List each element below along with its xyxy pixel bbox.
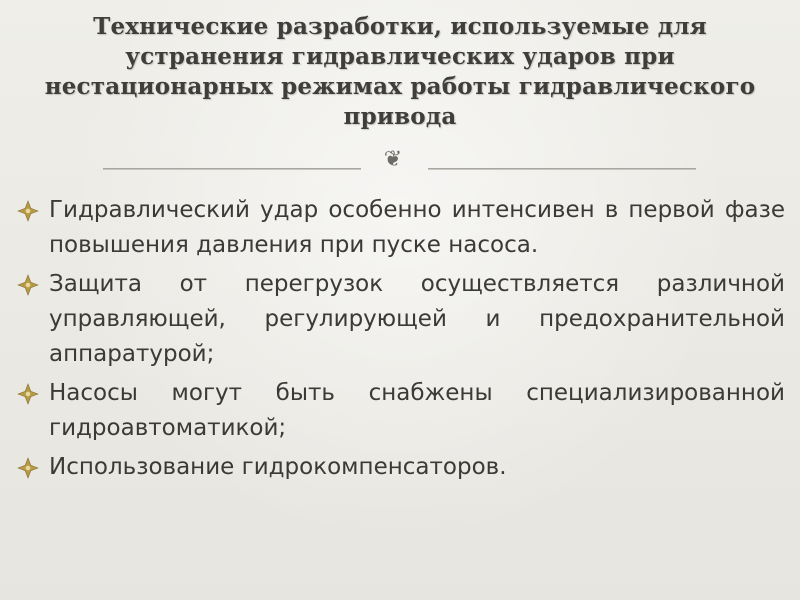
diamond-bullet-icon bbox=[17, 457, 39, 479]
divider-line-right bbox=[428, 168, 696, 170]
bullet-list bbox=[17, 193, 785, 485]
diamond-bullet-icon bbox=[17, 274, 39, 296]
bullet-text-1: Гидравлический удар особенно интенсивен в первой фазе повышения давления при пуске насоса. bbox=[49, 197, 785, 258]
bullet-text-2: Защита от перегрузок осуществляется различной управляющей, регулирующей и предохранительной аппаратурой; bbox=[49, 271, 785, 367]
bullet-item-3 bbox=[17, 376, 785, 446]
diamond-bullet-icon bbox=[17, 200, 39, 222]
diamond-bullet-icon bbox=[17, 383, 39, 405]
title-divider bbox=[0, 147, 800, 180]
ornament-icon: ❦ bbox=[383, 147, 403, 172]
content-area bbox=[17, 193, 785, 489]
bullet-item-2 bbox=[17, 267, 785, 372]
bullet-text-3: Насосы могут быть снабжены специализированной гидроавтоматикой; bbox=[49, 380, 785, 441]
slide-title: Технические разработки, используемые для устранения гидравлических ударов при нестационарных режимах работы гидравлического привода bbox=[44, 13, 756, 130]
divider-line-left bbox=[103, 168, 361, 170]
bullet-item-1 bbox=[17, 193, 785, 263]
bullet-item-4 bbox=[17, 450, 785, 485]
bullet-text-4: Использование гидрокомпенсаторов. bbox=[49, 454, 507, 480]
